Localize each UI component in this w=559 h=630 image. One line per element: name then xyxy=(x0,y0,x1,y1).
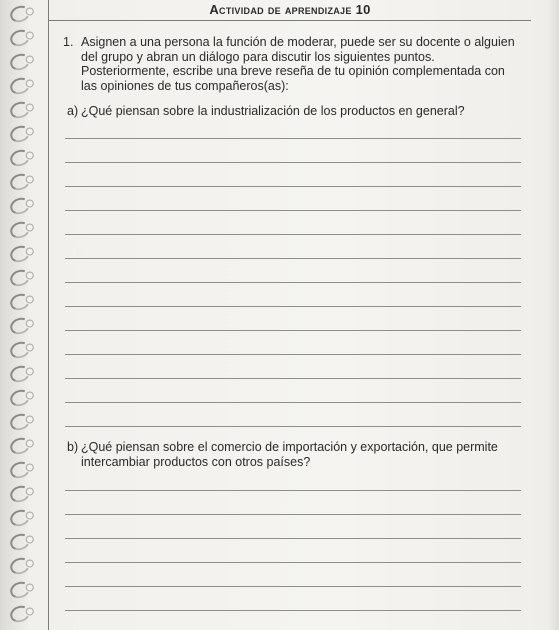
spiral-ring-icon xyxy=(8,507,32,529)
spiral-ring-icon xyxy=(8,339,32,361)
spiral-ring-icon xyxy=(8,315,32,337)
answer-line-b[interactable] xyxy=(65,610,521,611)
answer-line-b[interactable] xyxy=(65,490,521,491)
spiral-ring-icon xyxy=(8,411,32,433)
spiral-ring-icon xyxy=(8,123,32,145)
answer-line-a[interactable] xyxy=(65,138,521,139)
spiral-ring-icon xyxy=(8,51,32,73)
answer-line-a[interactable] xyxy=(65,210,521,211)
question-1-text: Asignen a una persona la función de moderar, puede ser su docente o alguien del grupo y abran un diálogo para discutir los siguientes puntos. Posteriormente, escribe una breve reseña de tu opinión complementada con las opiniones de tus compañeros(as): xyxy=(81,35,515,93)
spiral-ring-icon xyxy=(8,3,32,25)
part-a-text: ¿Qué piensan sobre la industrialización de los productos en general? xyxy=(81,104,465,118)
spiral-ring-icon xyxy=(8,459,32,481)
answer-line-a[interactable] xyxy=(65,426,521,427)
spiral-ring-icon xyxy=(8,387,32,409)
spiral-ring-icon xyxy=(8,219,32,241)
spiral-ring-icon xyxy=(8,579,32,601)
question-part-a xyxy=(67,104,523,119)
answer-line-a[interactable] xyxy=(65,402,521,403)
spiral-binding xyxy=(0,0,34,630)
spiral-ring-icon xyxy=(8,27,32,49)
answer-line-a[interactable] xyxy=(65,282,521,283)
spiral-ring-icon xyxy=(8,531,32,553)
question-1-number: 1. xyxy=(63,35,74,49)
page-edge xyxy=(547,0,559,630)
part-b-label: b) xyxy=(67,440,79,454)
title-divider xyxy=(49,20,531,21)
answer-line-a[interactable] xyxy=(65,234,521,235)
spiral-ring-icon xyxy=(8,243,32,265)
answer-line-a[interactable] xyxy=(65,378,521,379)
spiral-ring-icon xyxy=(8,75,32,97)
spiral-ring-icon xyxy=(8,171,32,193)
spiral-ring-icon xyxy=(8,291,32,313)
spiral-ring-icon xyxy=(8,363,32,385)
answer-line-b[interactable] xyxy=(65,514,521,515)
answer-line-a[interactable] xyxy=(65,258,521,259)
answer-line-a[interactable] xyxy=(65,186,521,187)
answer-line-a[interactable] xyxy=(65,330,521,331)
answer-line-b[interactable] xyxy=(65,586,521,587)
spiral-ring-icon xyxy=(8,435,32,457)
spiral-ring-icon xyxy=(8,99,32,121)
spiral-ring-icon xyxy=(8,267,32,289)
part-a-label: a) xyxy=(67,104,79,118)
spiral-ring-icon xyxy=(8,147,32,169)
part-b-text: ¿Qué piensan sobre el comercio de importación y exportación, que permite intercambiar productos con otros países? xyxy=(81,440,498,469)
activity-title: Actividad de aprendizaje 10 xyxy=(209,2,371,17)
answer-line-a[interactable] xyxy=(65,306,521,307)
spiral-ring-icon xyxy=(8,195,32,217)
activity-frame xyxy=(48,0,531,630)
spiral-ring-icon xyxy=(8,603,32,625)
spiral-ring-icon xyxy=(8,555,32,577)
answer-line-a[interactable] xyxy=(65,354,521,355)
spiral-ring-icon xyxy=(8,483,32,505)
answer-line-b[interactable] xyxy=(65,562,521,563)
question-1 xyxy=(63,35,523,93)
question-part-b xyxy=(67,440,523,469)
answer-line-b[interactable] xyxy=(65,538,521,539)
answer-line-a[interactable] xyxy=(65,162,521,163)
